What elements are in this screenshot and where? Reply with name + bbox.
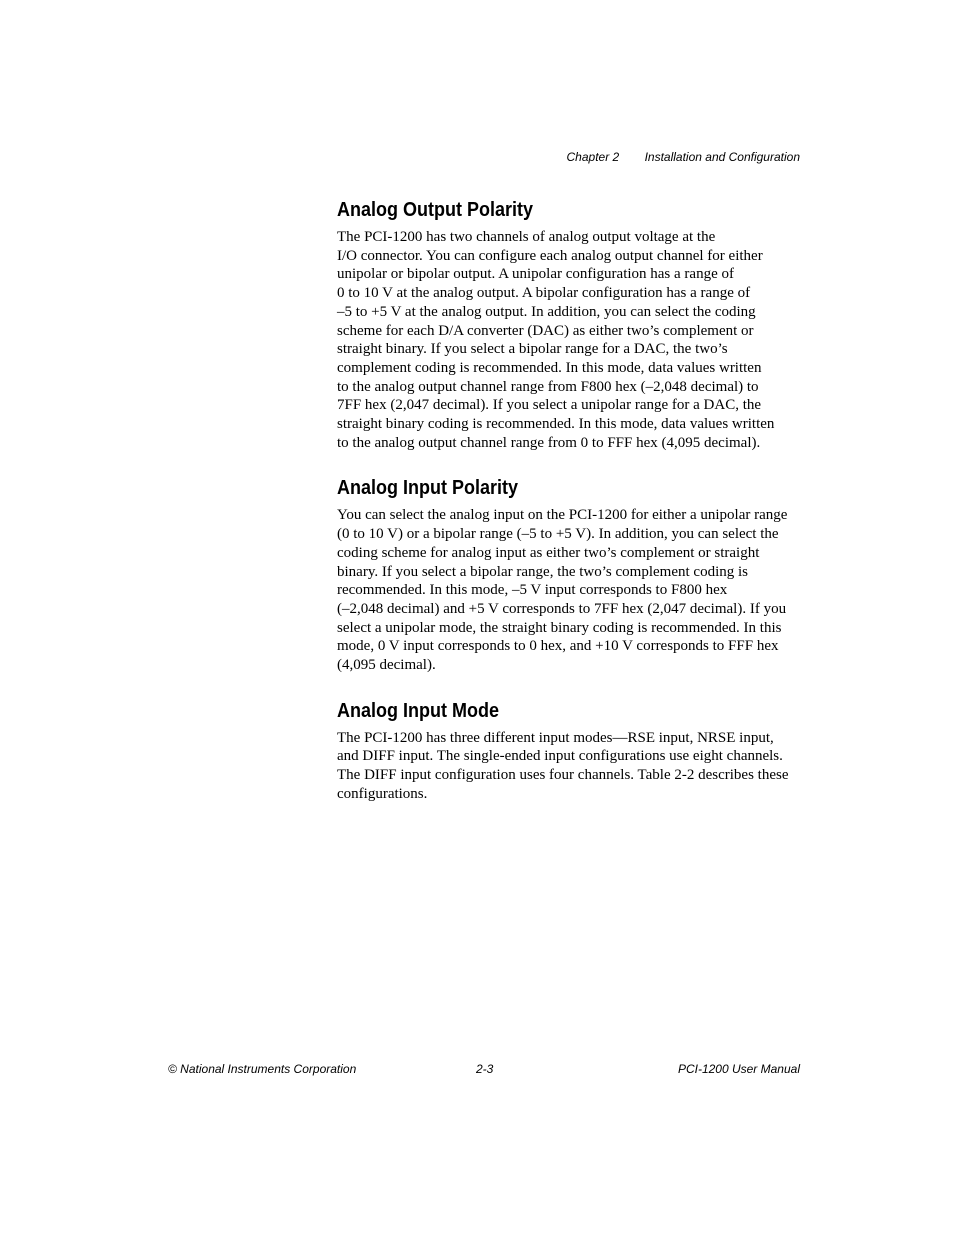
text-line: and DIFF input. The single-ended input configurations use eight channels.	[337, 748, 783, 765]
text-line: –5 to +5 V at the analog output. In addition, you can select the coding	[337, 303, 756, 320]
text-line: complement coding is recommended. In this mode, data values written	[337, 359, 762, 376]
text-line: (–2,048 decimal) and +5 V corresponds to 7FF hex (2,047 decimal). If you	[337, 600, 787, 617]
page-content	[337, 198, 803, 828]
text-line: to the analog output channel range from 0 to FFF hex (4,095 decimal).	[337, 434, 761, 451]
text-line: mode, 0 V input corresponds to 0 hex, and +10 V corresponds to FFF hex	[337, 638, 779, 655]
text-line: The DIFF input configuration uses four channels. Table 2-2 describes these	[337, 767, 789, 784]
text-line: (4,095 decimal).	[337, 657, 436, 674]
text-line: unipolar or bipolar output. A unipolar configuration has a range of	[337, 266, 734, 283]
section-body-analog-output-polarity	[337, 228, 803, 452]
text-line: The PCI-1200 has two channels of analog output voltage at the	[337, 229, 716, 245]
text-line: configurations.	[337, 785, 428, 802]
text-line: scheme for each D/A converter (DAC) as either two’s complement or	[337, 322, 754, 339]
text-line: select a unipolar mode, the straight binary coding is recommended. In this	[337, 619, 782, 636]
section-heading-analog-input-polarity: Analog Input Polarity	[337, 477, 519, 500]
footer-copyright: © National Instruments Corporation	[168, 1062, 357, 1076]
text-line: 7FF hex (2,047 decimal). If you select a unipolar range for a DAC, the	[337, 397, 762, 414]
text-line: I/O connector. You can configure each analog output channel for either	[337, 247, 763, 264]
text-line: 0 to 10 V at the analog output. A bipolar configuration has a range of	[337, 285, 751, 302]
footer-manual-title: PCI-1200 User Manual	[677, 1062, 800, 1076]
text-line: straight binary coding is recommended. In this mode, data values written	[337, 416, 775, 433]
text-line: You can select the analog input on the PCI-1200 for either a unipolar range	[337, 507, 788, 524]
section-body-analog-input-polarity	[337, 506, 803, 674]
section-heading-analog-output-polarity: Analog Output Polarity	[337, 199, 534, 221]
section-heading-analog-input-mode: Analog Input Mode	[337, 699, 499, 722]
text-line: straight binary. If you select a bipolar range for a DAC, the two’s	[337, 341, 728, 358]
page-number: 2-3	[476, 1062, 494, 1076]
text-line: recommended. In this mode, –5 V input corresponds to F800 hex	[337, 582, 728, 599]
header-title: Installation and Configuration	[644, 150, 800, 164]
text-line: to the analog output channel range from F800 hex (–2,048 decimal) to	[337, 378, 759, 395]
text-line: (0 to 10 V) or a bipolar range (–5 to +5 V). In addition, you can select the	[337, 526, 779, 543]
running-header	[567, 150, 800, 164]
text-line: coding scheme for analog input as either two’s complement or straight	[337, 544, 760, 561]
section-body-analog-input-mode	[337, 729, 803, 804]
text-line: The PCI-1200 has three different input modes—RSE input, NRSE input,	[337, 729, 774, 746]
header-chapter: Chapter 2	[566, 150, 620, 164]
text-line: binary. If you select a bipolar range, the two’s complement coding is	[337, 563, 748, 580]
